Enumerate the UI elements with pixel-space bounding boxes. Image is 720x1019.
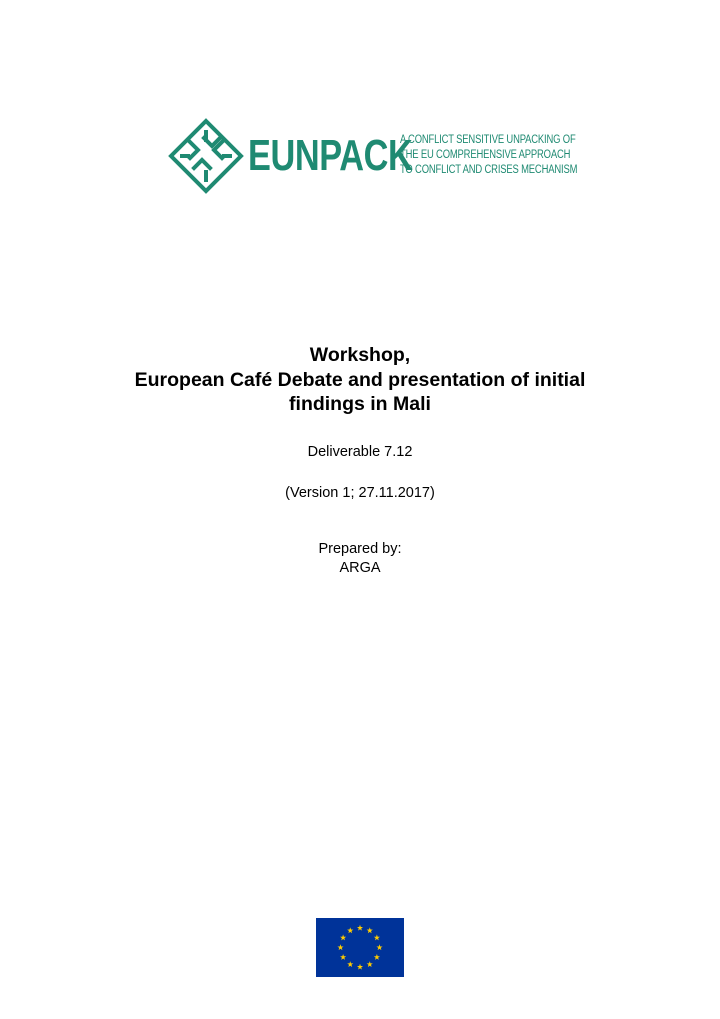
tagline-line: THE EU COMPREHENSIVE APPROACH — [400, 149, 571, 161]
eunpack-emblem-icon — [168, 118, 244, 194]
eunpack-logo — [168, 118, 578, 194]
version-info: (Version 1; 27.11.2017) — [285, 485, 435, 501]
title-line: findings in Mali — [289, 393, 431, 415]
eu-flag-icon — [316, 918, 404, 977]
document-title — [60, 343, 660, 417]
prepared-by-label: Prepared by: — [318, 541, 402, 557]
title-line: Workshop, — [309, 344, 411, 366]
title-line: European Café Debate and presentation of initial — [134, 368, 586, 391]
prepared-by-organization: ARGA — [339, 560, 381, 576]
logo-tagline — [400, 133, 578, 178]
tagline-line: TO CONFLICT AND CRISES MECHANISM — [400, 164, 578, 176]
deliverable-number: Deliverable 7.12 — [307, 444, 413, 460]
tagline-line: A CONFLICT SENSITIVE UNPACKING OF — [400, 134, 576, 146]
eunpack-wordmark: EUNPACK — [248, 131, 413, 180]
